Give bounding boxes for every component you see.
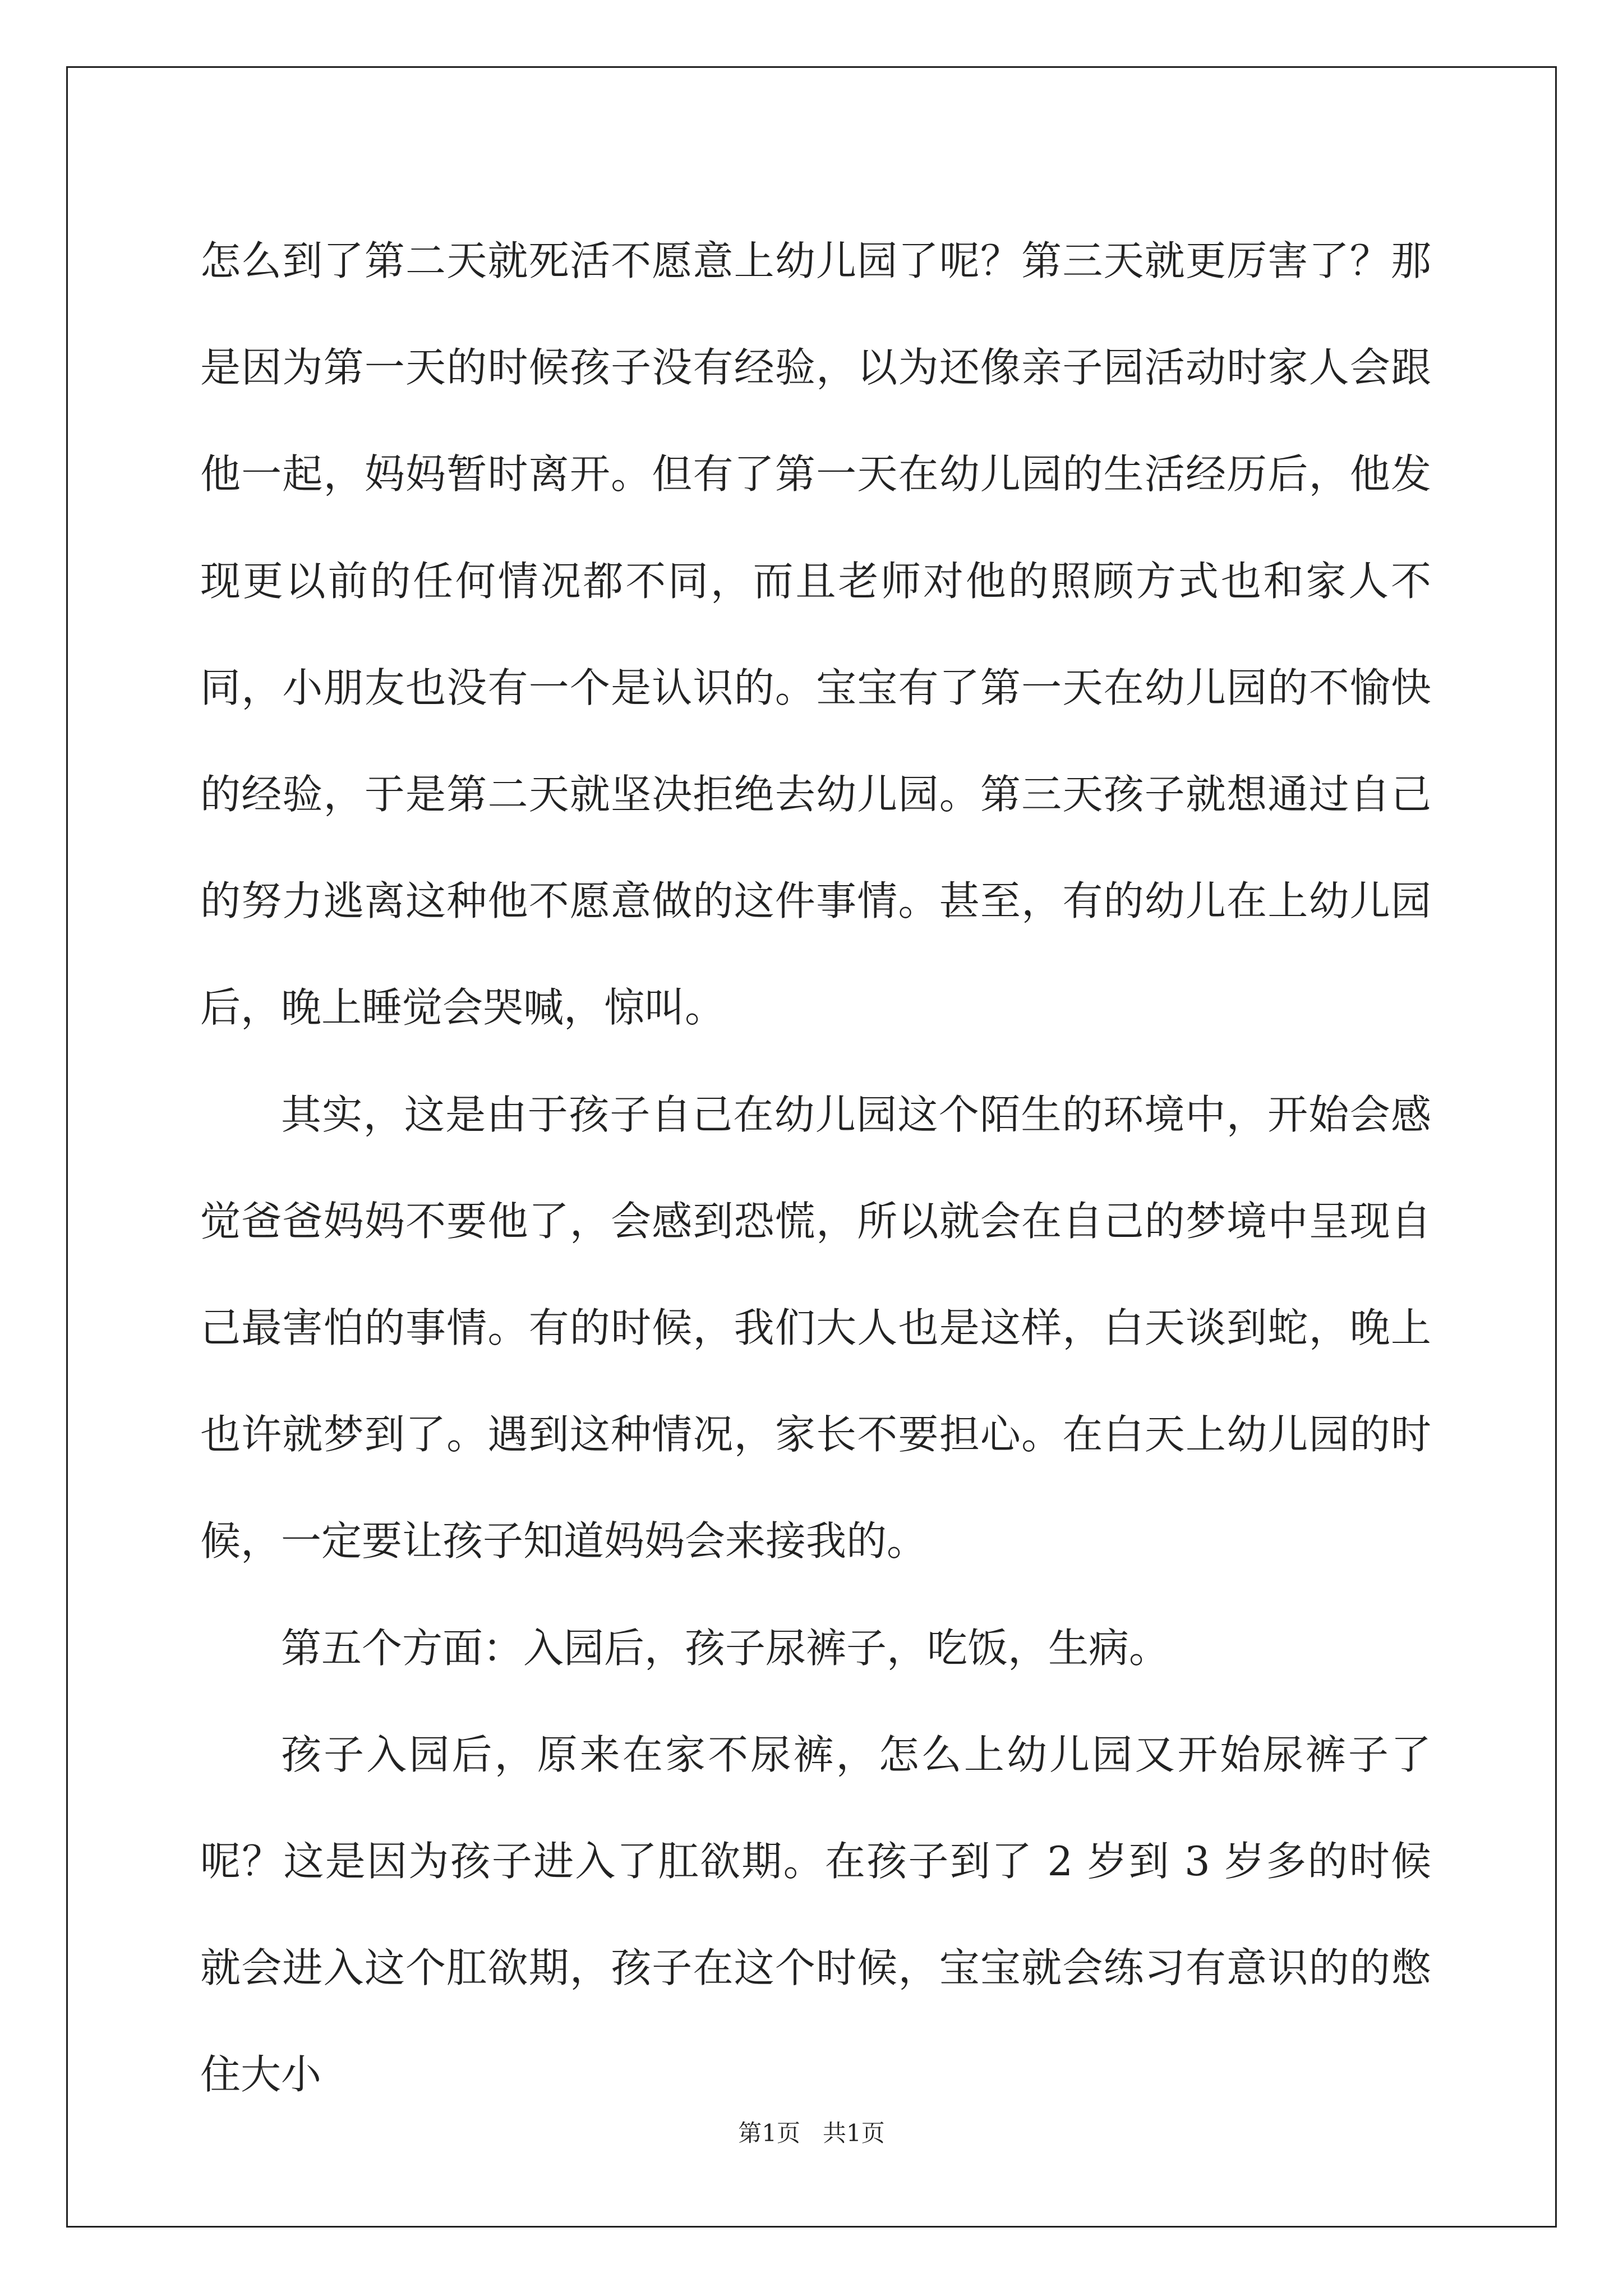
page-number-footer: 第1页 共1页 bbox=[738, 2119, 885, 2147]
paragraph-3-heading: 第五个方面：入园后，孩子尿裤子，吃饭，生病。 bbox=[281, 1624, 1170, 1672]
document-body bbox=[200, 208, 1431, 2128]
paragraph-4: 孩子入园后，原来在家不尿裤，怎么上幼儿园又开始尿裤子了呢？这是因为孩子进入了肛欲期。在孩子到了 2 岁到 3 岁多的时候就会进入这个肛欲期，孩子在这个时候，宝宝就会练习有意识的的憋住大小 bbox=[200, 1731, 1431, 2099]
paragraph-1: 怎么到了第二天就死活不愿意上幼儿园了呢？第三天就更厉害了？那是因为第一天的时候孩子没有经验，以为还像亲子园活动时家人会跟他一起，妈妈暂时离开。但有了第一天在幼儿园的生活经历后，他发现更以前的任何情况都不同，而且老师对他的照顾方式也和家人不同，小朋友也没有一个是认识的。宝宝有了第一天在幼儿园的不愉快的经验，于是第二天就坚决拒绝去幼儿园。第三天孩子就想通过自己的努力逃离这种他不愿意做的这件事情。甚至，有的幼儿在上幼儿园后，晚上睡觉会哭喊，惊叫。 bbox=[200, 237, 1431, 1032]
paragraph-2: 其实，这是由于孩子自己在幼儿园这个陌生的环境中，开始会感觉爸爸妈妈不要他了，会感到恐慌，所以就会在自己的梦境中呈现自己最害怕的事情。有的时候，我们大人也是这样，白天谈到蛇，晚上也许就梦到了。遇到这种情况，家长不要担心。在白天上幼儿园的时候，一定要让孩子知道妈妈会来接我的。 bbox=[200, 1091, 1431, 1565]
